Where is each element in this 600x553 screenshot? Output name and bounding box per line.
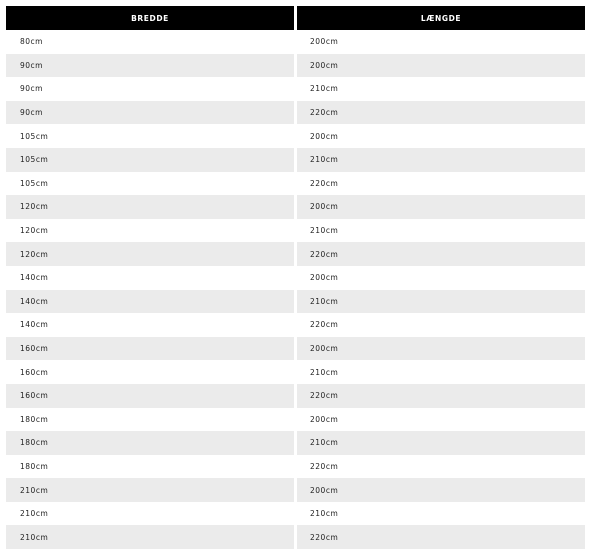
cell-length: 220cm bbox=[297, 384, 585, 408]
cell-length: 200cm bbox=[297, 266, 585, 290]
table-row bbox=[6, 290, 585, 314]
cell-length: 220cm bbox=[297, 101, 585, 125]
cell-width: 120cm bbox=[6, 219, 294, 243]
table-header bbox=[6, 6, 585, 30]
size-table bbox=[3, 6, 588, 549]
cell-width: 210cm bbox=[6, 478, 294, 502]
cell-length: 210cm bbox=[297, 290, 585, 314]
cell-length: 220cm bbox=[297, 172, 585, 196]
cell-length: 220cm bbox=[297, 455, 585, 479]
table-body bbox=[6, 30, 585, 549]
cell-length: 210cm bbox=[297, 77, 585, 101]
cell-length: 200cm bbox=[297, 408, 585, 432]
cell-width: 90cm bbox=[6, 101, 294, 125]
cell-width: 90cm bbox=[6, 54, 294, 78]
table-row bbox=[6, 455, 585, 479]
cell-length: 210cm bbox=[297, 360, 585, 384]
cell-width: 140cm bbox=[6, 290, 294, 314]
cell-width: 180cm bbox=[6, 408, 294, 432]
cell-width: 210cm bbox=[6, 502, 294, 526]
table-row bbox=[6, 337, 585, 361]
cell-length: 200cm bbox=[297, 124, 585, 148]
cell-width: 160cm bbox=[6, 337, 294, 361]
table-row bbox=[6, 242, 585, 266]
cell-length: 210cm bbox=[297, 148, 585, 172]
table-row bbox=[6, 360, 585, 384]
table-row bbox=[6, 431, 585, 455]
cell-width: 160cm bbox=[6, 360, 294, 384]
cell-length: 200cm bbox=[297, 30, 585, 54]
cell-length: 210cm bbox=[297, 219, 585, 243]
cell-length: 200cm bbox=[297, 195, 585, 219]
cell-width: 180cm bbox=[6, 431, 294, 455]
cell-width: 140cm bbox=[6, 313, 294, 337]
cell-width: 90cm bbox=[6, 77, 294, 101]
table-row bbox=[6, 266, 585, 290]
table-row bbox=[6, 313, 585, 337]
cell-length: 220cm bbox=[297, 242, 585, 266]
cell-width: 120cm bbox=[6, 195, 294, 219]
table-row bbox=[6, 219, 585, 243]
cell-length: 220cm bbox=[297, 313, 585, 337]
cell-width: 210cm bbox=[6, 525, 294, 549]
cell-width: 140cm bbox=[6, 266, 294, 290]
cell-length: 210cm bbox=[297, 431, 585, 455]
table-row bbox=[6, 195, 585, 219]
cell-width: 105cm bbox=[6, 172, 294, 196]
table-row bbox=[6, 172, 585, 196]
cell-width: 105cm bbox=[6, 124, 294, 148]
table-row bbox=[6, 148, 585, 172]
table-row bbox=[6, 77, 585, 101]
cell-width: 105cm bbox=[6, 148, 294, 172]
cell-width: 80cm bbox=[6, 30, 294, 54]
cell-length: 200cm bbox=[297, 478, 585, 502]
header-row bbox=[6, 6, 585, 30]
header-length: LÆNGDE bbox=[297, 6, 585, 30]
table-row bbox=[6, 525, 585, 549]
table-row bbox=[6, 408, 585, 432]
cell-length: 210cm bbox=[297, 502, 585, 526]
header-width: BREDDE bbox=[6, 6, 294, 30]
cell-length: 200cm bbox=[297, 54, 585, 78]
table-row bbox=[6, 101, 585, 125]
table-row bbox=[6, 502, 585, 526]
cell-width: 120cm bbox=[6, 242, 294, 266]
cell-width: 180cm bbox=[6, 455, 294, 479]
table-row bbox=[6, 30, 585, 54]
size-table-container bbox=[6, 6, 585, 549]
table-row bbox=[6, 384, 585, 408]
table-row bbox=[6, 478, 585, 502]
table-row bbox=[6, 124, 585, 148]
cell-length: 220cm bbox=[297, 525, 585, 549]
cell-length: 200cm bbox=[297, 337, 585, 361]
table-row bbox=[6, 54, 585, 78]
cell-width: 160cm bbox=[6, 384, 294, 408]
